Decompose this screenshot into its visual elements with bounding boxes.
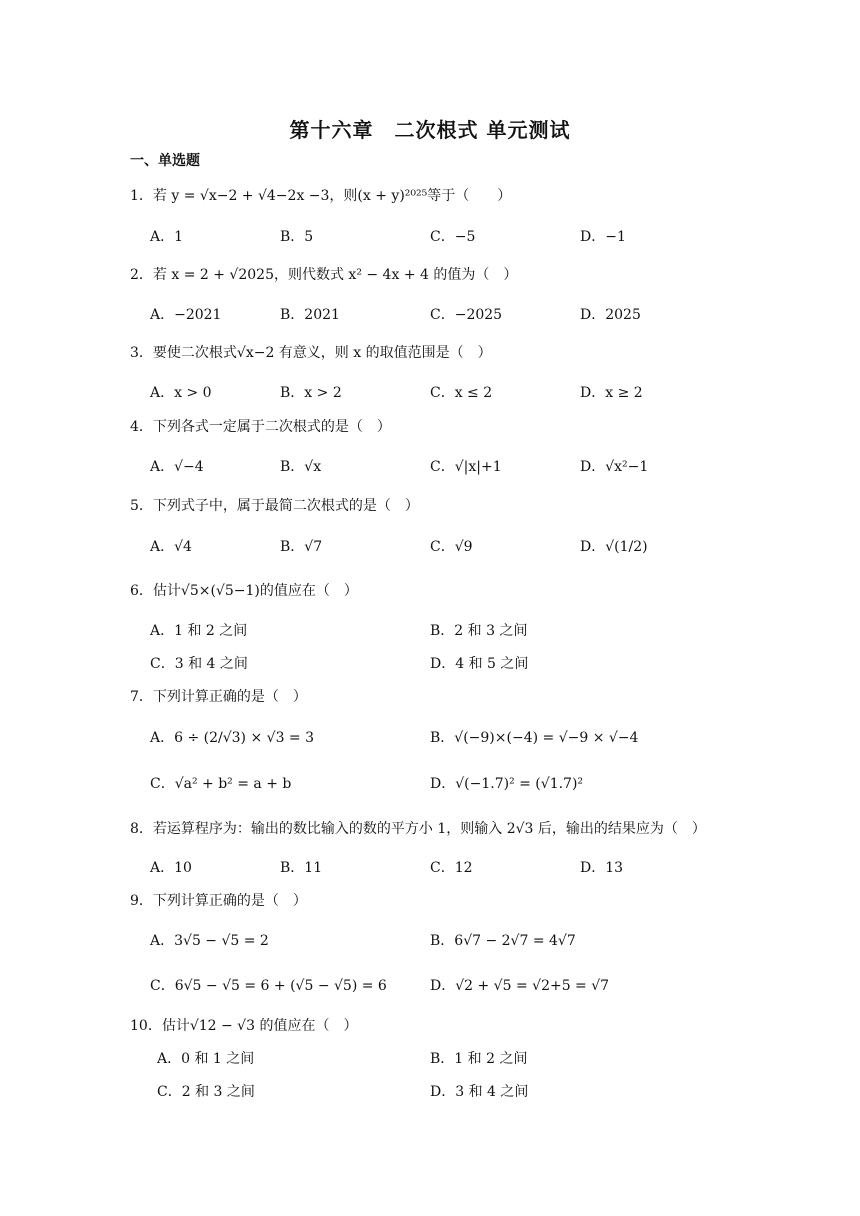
question-4-option-b: B．√x <box>280 459 322 475</box>
question-5-option-a: A．√4 <box>150 539 192 555</box>
question-10-stem: 10．估计√12 − √3 的值应在（ ） <box>130 1018 358 1034</box>
question-2-option-a: A．−2021 <box>150 307 222 323</box>
question-3-option-a: A．x > 0 <box>150 385 212 401</box>
question-1-option-d: D．−1 <box>580 229 626 245</box>
question-8-option-c: C．12 <box>430 860 473 876</box>
question-1-stem: 1．若 y = √x−2 + √4−2x −3，则(x + y)²⁰²⁵等于（ ） <box>130 188 512 204</box>
question-2-stem: 2．若 x = 2 + √2025，则代数式 x² − 4x + 4 的值为（ ） <box>130 267 518 283</box>
question-5-stem: 5．下列式子中，属于最简二次根式的是（ ） <box>130 498 419 514</box>
question-7-option-c: C．√a² + b² = a + b <box>150 776 292 792</box>
section-heading: 一、单选题 <box>130 153 200 169</box>
question-9-stem: 9．下列计算正确的是（ ） <box>130 893 307 909</box>
question-6-option-a: A．1 和 2 之间 <box>150 623 248 639</box>
question-5-option-d: D．√(1/2) <box>580 539 648 555</box>
question-4-stem: 4．下列各式一定属于二次根式的是（ ） <box>130 419 391 435</box>
question-1-option-b: B．5 <box>280 229 314 245</box>
question-1-option-a: A．1 <box>150 229 184 245</box>
question-2-option-c: C．−2025 <box>430 307 503 323</box>
question-7-option-d: D．√(−1.7)² = (√1.7)² <box>430 776 584 792</box>
question-7-option-a: A．6 ÷ (2/√3) × √3 = 3 <box>150 730 315 746</box>
question-7-stem: 7．下列计算正确的是（ ） <box>130 689 307 705</box>
question-10-option-a: A．0 和 1 之间 <box>157 1051 255 1067</box>
question-4-option-d: D．√x²−1 <box>580 459 649 475</box>
question-8-option-d: D．13 <box>580 860 624 876</box>
question-8-option-b: B．11 <box>280 860 323 876</box>
question-9-option-b: B．6√7 − 2√7 = 4√7 <box>430 933 576 949</box>
question-3-option-b: B．x > 2 <box>280 385 342 401</box>
question-5-option-c: C．√9 <box>430 539 473 555</box>
question-4-option-c: C．√|x|+1 <box>430 459 502 475</box>
question-10-option-c: C．2 和 3 之间 <box>157 1084 255 1100</box>
question-3-option-d: D．x ≥ 2 <box>580 385 643 401</box>
question-7-option-b: B．√(−9)×(−4) = √−9 × √−4 <box>430 730 639 746</box>
question-9-option-d: D．√2 + √5 = √2+5 = √7 <box>430 978 610 994</box>
question-2-option-b: B．2021 <box>280 307 340 323</box>
question-6-option-c: C．3 和 4 之间 <box>150 656 248 672</box>
question-2-option-d: D．2025 <box>580 307 641 323</box>
question-6-option-d: D．4 和 5 之间 <box>430 656 529 672</box>
question-3-option-c: C．x ≤ 2 <box>430 385 493 401</box>
question-6-stem: 6．估计√5×(√5−1)的值应在（ ） <box>130 583 358 599</box>
question-8-stem: 8．若运算程序为：输出的数比输入的数的平方小 1，则输入 2√3 后，输出的结果应为（ ） <box>130 821 706 837</box>
question-9-option-c: C．6√5 − √5 = 6 + (√5 − √5) = 6 <box>150 978 387 994</box>
question-9-option-a: A．3√5 − √5 = 2 <box>150 933 269 949</box>
question-6-option-b: B．2 和 3 之间 <box>430 623 528 639</box>
question-4-option-a: A．√−4 <box>150 459 204 475</box>
page-title: 第十六章 二次根式 单元测试 <box>289 118 571 142</box>
question-1-option-c: C．−5 <box>430 229 476 245</box>
question-10-option-d: D．3 和 4 之间 <box>430 1084 529 1100</box>
question-10-option-b: B．1 和 2 之间 <box>430 1051 528 1067</box>
question-5-option-b: B．√7 <box>280 539 323 555</box>
question-8-option-a: A．10 <box>150 860 192 876</box>
question-3-stem: 3．要使二次根式√x−2 有意义，则 x 的取值范围是（ ） <box>130 345 492 361</box>
